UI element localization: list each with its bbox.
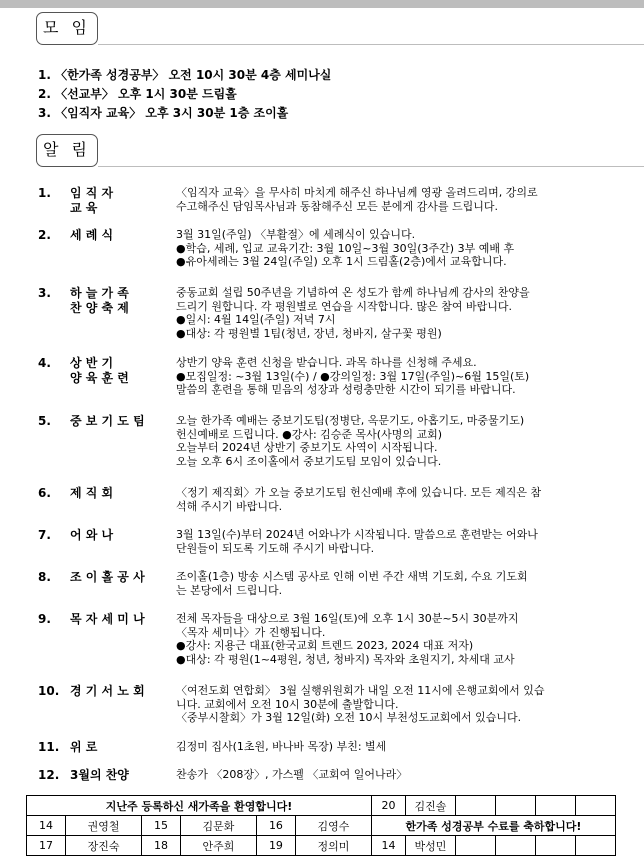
notice-body-line: 수고해주신 담임목사님과 동참해주신 모든 분에게 감사를 드립니다. [176,199,499,213]
notice-body [176,684,634,725]
notice-body-line: 중동교회 설립 50주년을 기념하여 온 성도가 함께 하나님께 감사의 찬양을 [176,286,530,299]
notice-title-line: 경 기 서 노 회 [70,684,145,698]
meeting-item: 1. 〈한가족 성경공부〉 오전 10시 30분 4층 세미나실 [38,68,332,82]
notice-body [176,612,634,666]
member-number: 16 [256,816,295,836]
notice-body-line: 헌신예배로 드립니다. ●강사: 김승준 목사(사명의 교회) [176,427,443,441]
notice-title-line: 위 로 [70,740,98,754]
empty-cell [456,796,496,816]
empty-cell [536,836,576,856]
notice-title-line: 어 와 나 [70,528,114,542]
notice-body-line: 드리기 원합니다. 각 평원별로 연습을 시작합니다. 많은 참여 바랍니다. [176,299,512,313]
member-name: 김영수 [295,816,371,836]
notice-body [176,768,634,782]
new-family-table [26,795,616,856]
top-bar [0,0,644,8]
notice-body-line: ●유아세례는 3월 24일(주일) 오후 1시 드림홀(2층)에서 교육합니다. [176,255,507,268]
congrats-heading: 한가족 성경공부 수료를 축하합니다! [372,816,616,836]
notice-body-line: 전체 목자들을 대상으로 3월 16일(토)에 오후 1시 30분~5시 30분까지 [176,612,519,625]
notice-title-line: 하 늘 가 족 [70,286,129,300]
notice-body-line: 3월 13일(수)부터 2024년 어와나가 시작됩니다. 말씀으로 훈련받는 어와나 [176,528,538,541]
notice-body [176,356,634,397]
notice-number: 7. [38,528,51,542]
notice-body [176,740,634,754]
empty-cell [576,836,616,856]
notice-body-line: 〈목자 세미나〉가 진행됩니다. [176,625,326,639]
notice-body-line: 조이홀(1층) 방송 시스템 공사로 인해 이번 주간 새벽 기도회, 수요 기도회 [176,570,528,583]
notice-title-line: 세 례 식 [70,228,114,242]
empty-cell [496,796,536,816]
notice-body-line: ●일시: 4월 14일(주일) 저녁 7시 [176,313,336,326]
notice-title-line: 3월의 찬양 [70,768,129,782]
welcome-heading: 지난주 등록하신 새가족을 환영합니다! [27,796,372,816]
member-number: 20 [372,796,406,816]
notice-number: 10. [38,684,60,698]
notice-body-line: 오늘 오후 6시 조이홀에서 중보기도팀 모임이 있습니다. [176,454,442,468]
empty-cell [536,796,576,816]
empty-cell [496,836,536,856]
notice-body-line: 찬송가 〈208장〉, 가스펠 〈교회여 일어나라〉 [176,768,408,781]
notice-number: 5. [38,414,51,428]
notice-body-line: 오늘 한가족 예배는 중보기도팀(정병단, 옥문기도, 아홉기도, 마중물기도) [176,414,525,427]
notice-title-line: 교 육 [70,201,98,215]
notice-number: 9. [38,612,51,626]
member-name: 권영철 [66,816,142,836]
notice-body [176,486,634,513]
meeting-divider [98,44,644,45]
notice-body-line: 니다. 교회에서 오전 10시 30분에 출발합니다. [176,697,399,711]
member-name: 김문화 [181,816,257,836]
member-name: 정의미 [295,836,371,856]
notice-body [176,186,634,213]
notice-title-line: 중 보 기 도 팀 [70,414,145,428]
notice-body-line: 말씀의 훈련을 통해 믿음의 성장과 성령충만한 시간이 되기를 바랍니다. [176,383,516,396]
notice-title-line: 조 이 홀 공 사 [70,570,145,584]
notice-title-line: 임 직 자 [70,186,114,200]
notice-body-line: 〈정기 제직회〉가 오늘 중보기도팀 헌신예배 후에 있습니다. 모든 제직은 참 [176,486,542,499]
notice-body-line: 〈임직자 교육〉을 무사히 마치게 해주신 하나님께 영광 올려드리며, 강의로 [176,186,538,199]
member-number: 14 [27,816,66,836]
notice-body-line: ●대상: 각 평원별 1팀(청년, 장년, 청바지, 살구꽃 평원) [176,326,442,340]
empty-cell [576,796,616,816]
notice-body-line: 〈여전도회 연합회〉 3월 실행위원회가 내일 오전 11시에 은행교회에서 있습 [176,684,545,697]
notice-body [176,528,634,555]
notice-body-line: 3월 31일(주일) 〈부활절〉에 세례식이 있습니다. [176,228,416,241]
notice-title-line: 찬 양 축 제 [70,301,129,315]
member-number: 18 [141,836,180,856]
member-name: 안주희 [181,836,257,856]
member-name: 박성민 [406,836,456,856]
meeting-item: 2. 〈선교부〉 오후 1시 30분 드림홀 [38,87,237,101]
notice-body-line: ●학습, 세례, 입교 교육기간: 3월 10일~3월 30일(3주간) 3부 예배 후 [176,241,515,255]
notice-number: 3. [38,286,51,300]
notice-number: 8. [38,570,51,584]
notice-title-line: 양 육 훈 련 [70,371,129,385]
notice-number: 1. [38,186,51,200]
notice-title-line: 상 반 기 [70,356,114,370]
member-number: 17 [27,836,66,856]
member-number: 15 [141,816,180,836]
notice-title-line: 목 자 세 미 나 [70,612,145,626]
notice-body-line: 상반기 양육 훈련 신청을 받습니다. 과목 하나를 신청해 주세요. [176,356,477,369]
notice-number: 11. [38,740,60,754]
member-name: 김진솔 [406,796,456,816]
empty-cell [456,836,496,856]
notice-body [176,570,634,597]
notice-body-line: 석해 주시기 바랍니다. [176,499,283,513]
notice-body-line: 〈중부시찰회〉가 3월 12일(화) 오전 10시 부천성도교회에서 있습니다. [176,711,522,724]
notice-number: 2. [38,228,51,242]
notice-body-line: ●강사: 지용근 대표(한국교회 트렌드 2023, 2024 대표 저자) [176,639,474,652]
member-number: 19 [256,836,295,856]
notice-body [176,286,634,340]
notice-body-line: 단원들이 되도록 기도해 주시기 바랍니다. [176,541,375,555]
notice-body-line: ●대상: 각 평원(1~4평원, 청년, 청바지) 목자와 초원지기, 차세대 교사 [176,652,515,666]
notice-number: 6. [38,486,51,500]
notice-body-line: ●모집일정: ~3월 13일(수) / ●강의일정: 3월 17일(주일)~6월 15일(토) [176,369,530,383]
notice-body [176,228,634,269]
notice-body [176,414,634,468]
notice-body-line: 김정미 집사(1초원, 바나바 목장) 부친: 별세 [176,740,387,753]
notice-body-line: 는 본당에서 드립니다. [176,583,283,597]
member-name: 장진숙 [66,836,142,856]
notice-body-line: 오늘부터 2024년 상반기 중보기도 사역이 시작됩니다. [176,441,438,454]
notice-number: 4. [38,356,51,370]
notice-title-line: 제 직 회 [70,486,114,500]
member-number: 14 [372,836,406,856]
notice-number: 12. [38,768,60,782]
meeting-item: 3. 〈임직자 교육〉 오후 3시 30분 1층 조이홀 [38,106,289,120]
notice-divider [98,166,644,167]
notice-section-tag: 알 림 [36,134,98,167]
meeting-section-tag: 모 임 [36,12,98,45]
